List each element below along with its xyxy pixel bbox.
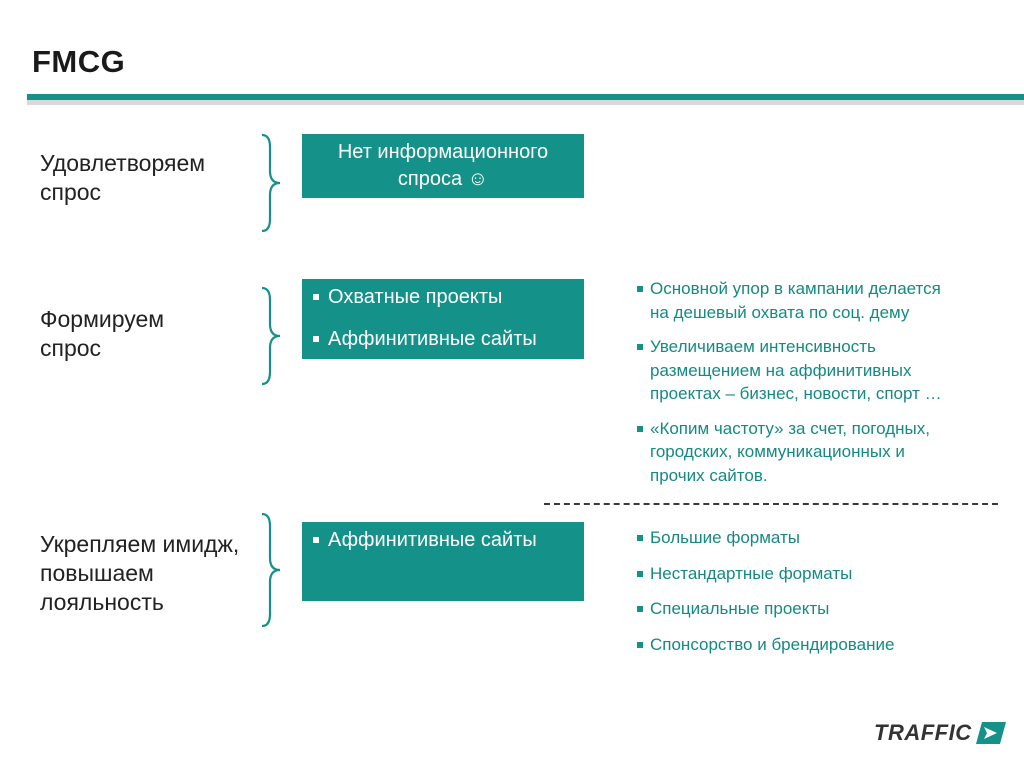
note-item: Увеличиваем интенсивность размещением на аффинитивных проектах – бизнес, новости, спорт … [636,335,1008,406]
note-item: Специальные проекты [636,597,1008,621]
row-label-strengthen-image [40,530,239,617]
row-label-satisfy-demand [40,149,205,207]
label-line: лояльность [40,589,164,615]
box-reach-affinity [302,279,584,359]
slide-title: FMCG [32,44,126,79]
box-no-info-demand [302,134,584,198]
label-line: спрос [40,335,102,361]
header-divider-shadow [27,100,1024,105]
note-item: «Копим частоту» за счет, погодных, городских, коммуникационных и прочих сайтов. [636,417,1008,488]
box-affinity-sites [302,522,584,601]
brace-icon [254,286,284,386]
note-item: Основной упор в кампании делается на дешевый охвата по соц. дему [636,277,1008,324]
box-line: спроса ☺ [397,168,489,190]
logo-text: TRAFFIC [874,720,972,745]
dashed-separator [544,503,998,505]
arrow-icon [976,722,1006,744]
brace-icon [254,512,284,628]
label-line: Формируем [40,306,165,332]
traffic-logo [874,720,1006,746]
label-line: спрос [40,179,102,205]
notes-form-demand [636,277,1008,498]
box-line: Нет информационного [337,141,549,163]
label-line: Укрепляем имидж, [40,531,240,557]
label-line: повышаем [40,560,154,586]
box-item: Аффинитивные сайты [312,329,584,350]
box-item: Охватные проекты [312,287,584,308]
notes-strengthen-image [636,526,1008,668]
brace-icon [254,133,284,233]
box-item: Аффинитивные сайты [312,530,584,551]
note-item: Нестандартные форматы [636,562,1008,586]
row-label-form-demand [40,305,164,363]
label-line: Удовлетворяем [40,150,206,176]
note-item: Большие форматы [636,526,1008,550]
note-item: Спонсорство и брендирование [636,633,1008,657]
